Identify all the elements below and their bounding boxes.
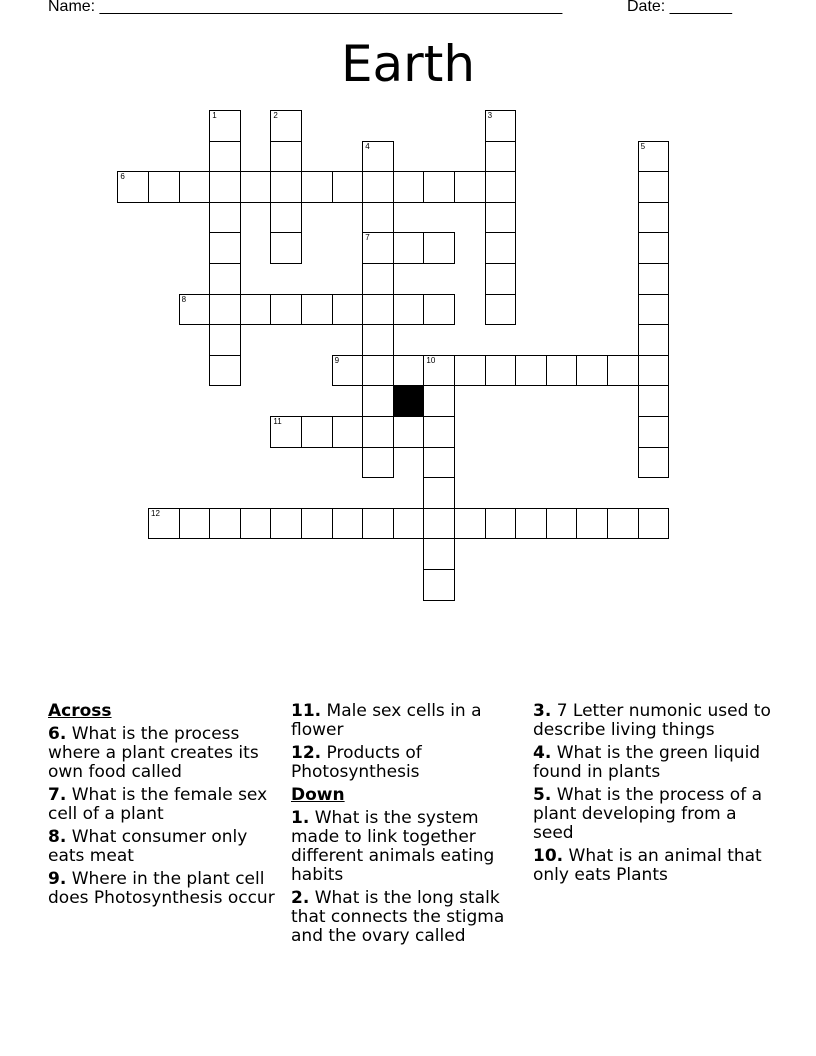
clue-across-7 [48,786,280,824]
date-field[interactable]: Date: _______ [627,0,732,15]
clue-number: 9. [48,869,67,889]
clue-text: What is the green liquid found in plants [533,743,761,782]
clue-number: 11. [291,701,322,721]
clue-across-8 [48,828,280,866]
grid-cell[interactable] [209,508,241,540]
clue-number: 8. [48,827,67,847]
cell-number: 5 [640,141,646,151]
cell-number: 9 [334,355,340,365]
clue-text: Where in the plant cell does Photosynthesis occur [48,869,275,908]
grid-cell[interactable] [209,294,241,326]
grid-cell[interactable] [423,385,455,417]
clue-number: 4. [533,743,552,763]
grid-cell[interactable] [209,324,241,356]
clue-text: Products of Photosynthesis [291,743,422,782]
clue-text: 7 Letter numonic used to describe living things [533,701,771,740]
cell-number: 7 [365,233,370,243]
clue-number: 7. [48,785,67,805]
grid-cell[interactable] [454,355,486,387]
grid-cell[interactable] [362,447,394,479]
grid-cell[interactable] [576,355,608,387]
grid-cell[interactable] [362,263,394,295]
grid-cell[interactable] [485,355,517,387]
grid-cell[interactable] [638,447,670,479]
grid-cell[interactable] [485,508,517,540]
grid-cell[interactable] [270,171,302,203]
clue-across-12 [291,744,523,782]
grid-cell[interactable] [423,538,455,570]
clue-text: What is an animal that only eats Plants [533,846,762,885]
clue-down-2 [291,889,523,946]
grid-cell[interactable] [393,508,425,540]
clue-down-3 [533,702,773,740]
grid-cell[interactable] [209,263,241,295]
grid-cell[interactable] [270,110,302,142]
grid-cell[interactable] [485,171,517,203]
grid-cell[interactable] [332,294,364,326]
grid-cell[interactable] [301,171,333,203]
grid-cell[interactable] [209,232,241,264]
page-title: Earth [340,35,476,93]
grid-cell[interactable] [546,355,578,387]
clue-number: 3. [533,701,552,721]
clue-text: What is the female sex cell of a plant [48,785,268,824]
grid-cell[interactable] [576,508,608,540]
clue-across-6 [48,725,280,782]
clue-down-4 [533,744,773,782]
grid-cell[interactable] [423,416,455,448]
grid-cell[interactable] [638,202,670,234]
grid-cell[interactable] [638,416,670,448]
cell-number: 4 [365,141,370,151]
grid-cell[interactable] [117,171,149,203]
grid-cell[interactable] [209,171,241,203]
clue-down-1 [291,809,523,885]
grid-cell[interactable] [393,416,425,448]
grid-cell[interactable] [393,355,425,387]
clue-text: What is the long stalk that connects the stigma and the ovary called [291,888,505,946]
grid-cell[interactable] [209,141,241,173]
cell-number: 3 [487,111,493,120]
name-field[interactable]: Name: ____________________________________________________ [48,0,563,15]
grid-cell[interactable] [362,141,394,173]
clues-column-1 [48,702,280,912]
grid-cell[interactable] [362,294,394,326]
grid-cell[interactable] [179,294,211,326]
clue-number: 10. [533,846,564,866]
grid-cell[interactable] [485,202,517,234]
grid-cell[interactable] [393,294,425,326]
grid-cell[interactable] [607,355,639,387]
grid-cell[interactable] [270,202,302,234]
grid-cell[interactable] [423,447,455,479]
cell-number: 12 [151,508,160,518]
grid-cell[interactable] [270,294,302,326]
grid-cell[interactable] [332,355,364,387]
grid-cell[interactable] [423,355,455,387]
cell-number: 11 [273,417,282,426]
grid-cell[interactable] [332,416,364,448]
grid-cell[interactable] [638,171,670,203]
clues-column-2 [291,702,523,950]
grid-cell[interactable] [179,171,211,203]
grid-cell[interactable] [209,202,241,234]
grid-cell[interactable] [638,324,670,356]
clue-text: Male sex cells in a flower [291,701,482,740]
down-heading: Down [291,785,345,805]
grid-cell[interactable] [362,355,394,387]
cell-number: 6 [120,172,125,182]
grid-cell[interactable] [393,232,425,264]
grid-cell[interactable] [301,294,333,326]
grid-cell[interactable] [638,141,670,173]
grid-cell[interactable] [423,294,455,326]
grid-cell[interactable] [423,508,455,540]
grid-cell[interactable] [362,202,394,234]
grid-cell[interactable] [270,141,302,173]
clue-text: What is the system made to link together different animals eating habits [291,808,495,885]
clue-text: What is the process where a plant creates its own food called [48,724,259,782]
grid-cell[interactable] [270,508,302,540]
grid-cell[interactable] [423,171,455,203]
clue-text: What consumer only eats meat [48,827,248,866]
clue-down-5 [533,786,773,843]
grid-cell[interactable] [362,232,394,264]
cell-number: 8 [181,294,187,304]
grid-cell[interactable] [546,508,578,540]
grid-cell[interactable] [270,416,302,448]
grid-cell[interactable] [607,508,639,540]
clues-column-3 [533,702,773,889]
grid-cell[interactable] [485,263,517,295]
clue-number: 1. [291,808,310,828]
grid-cell[interactable] [638,385,670,417]
grid-cell[interactable] [240,171,272,203]
clue-across-11 [291,702,523,740]
grid-cell[interactable] [393,171,425,203]
clue-number: 2. [291,888,310,908]
grid-cell[interactable] [423,477,455,509]
grid-cell[interactable] [209,355,241,387]
grid-cell[interactable] [362,171,394,203]
grid-cell[interactable] [485,232,517,264]
grid-cell[interactable] [332,508,364,540]
clue-number: 6. [48,724,67,744]
black-square [393,385,425,417]
cell-number: 10 [426,355,436,365]
across-heading: Across [48,701,112,721]
grid-cell[interactable] [301,416,333,448]
grid-cell[interactable] [148,508,180,540]
grid-cell[interactable] [362,385,394,417]
grid-cell[interactable] [179,508,211,540]
grid-cell[interactable] [209,110,241,142]
grid-cell[interactable] [515,508,547,540]
grid-cell[interactable] [362,508,394,540]
grid-cell[interactable] [638,508,670,540]
grid-cell[interactable] [454,508,486,540]
grid-cell[interactable] [362,324,394,356]
grid-cell[interactable] [485,141,517,173]
cell-number: 1 [212,111,217,120]
clue-down-10 [533,847,773,885]
grid-cell[interactable] [515,355,547,387]
grid-cell[interactable] [423,232,455,264]
grid-cell[interactable] [332,171,364,203]
grid-cell[interactable] [485,294,517,326]
grid-cell[interactable] [638,263,670,295]
grid-cell[interactable] [240,294,272,326]
clue-text: What is the process of a plant developing from a seed [533,785,762,843]
grid-cell[interactable] [485,110,517,142]
grid-cell[interactable] [362,416,394,448]
cell-number: 2 [273,111,278,120]
grid-cell[interactable] [240,508,272,540]
grid-cell[interactable] [301,508,333,540]
clue-across-9 [48,870,280,908]
clue-number: 5. [533,785,552,805]
grid-cell[interactable] [148,171,180,203]
grid-cell[interactable] [454,171,486,203]
grid-cell[interactable] [270,232,302,264]
grid-cell[interactable] [638,294,670,326]
grid-cell[interactable] [638,232,670,264]
grid-cell[interactable] [638,355,670,387]
clue-number: 12. [291,743,322,763]
grid-cell[interactable] [423,569,455,601]
